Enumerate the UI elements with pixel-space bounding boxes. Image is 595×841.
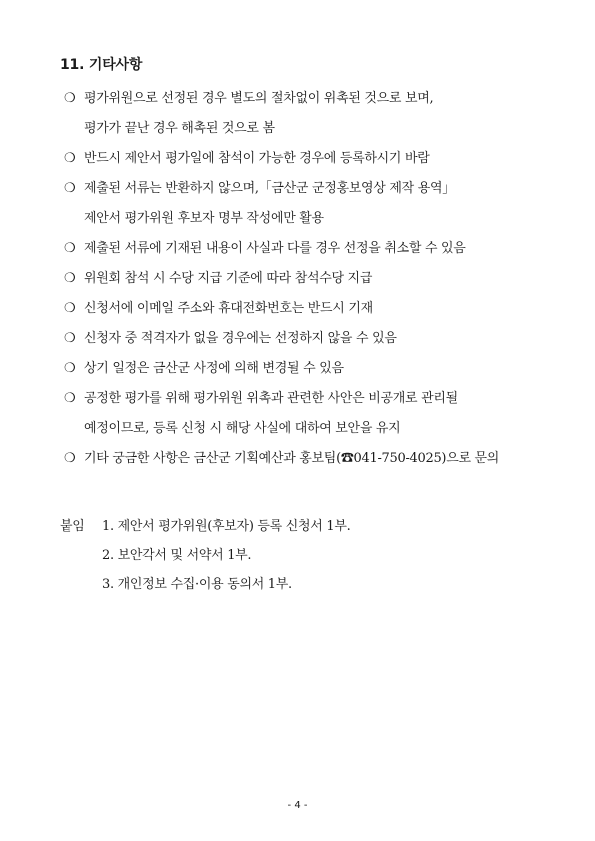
list-item-text: 예정이므로, 등록 신청 시 해당 사실에 대하여 보안을 유지 <box>84 421 401 436</box>
list-item <box>64 354 544 384</box>
circle-bullet-icon: ❍ <box>64 91 76 106</box>
list-item-text: 위원회 참석 시 수당 지급 기준에 따라 참석수당 지급 <box>84 271 373 286</box>
attachment-item: 3. 개인정보 수집·이용 동의서 1부. <box>102 577 292 592</box>
circle-bullet-icon: ❍ <box>64 451 76 466</box>
list-item-text: 평가가 끝난 경우 해촉된 것으로 봄 <box>84 121 275 136</box>
attachment-item: 1. 제안서 평가위원(후보자) 등록 신청서 1부. <box>102 519 351 534</box>
circle-bullet-icon: ❍ <box>64 361 76 376</box>
attachments-label: 붙임 <box>60 519 85 534</box>
list-item-text: 신청서에 이메일 주소와 휴대전화번호는 반드시 기재 <box>84 301 373 316</box>
list-item-text: 기타 궁금한 사항은 금산군 기획예산과 홍보팀(☎041-750-4025)으로 문의 <box>84 451 500 466</box>
attachments-section <box>60 512 351 599</box>
list-item <box>64 324 544 354</box>
notice-list <box>64 84 544 474</box>
list-item-text: 제출된 서류는 반환하지 않으며,「금산군 군정홍보영상 제작 용역」 <box>84 181 455 196</box>
list-item-text: 신청자 중 적격자가 없을 경우에는 선정하지 않을 수 있음 <box>84 331 397 346</box>
attachment-item: 2. 보안각서 및 서약서 1부. <box>102 548 252 563</box>
circle-bullet-icon: ❍ <box>64 391 76 406</box>
list-item <box>64 84 544 144</box>
list-item <box>64 144 544 174</box>
list-item <box>64 174 544 234</box>
list-item <box>64 384 544 444</box>
attachments-list <box>102 512 350 599</box>
list-item <box>64 294 544 324</box>
circle-bullet-icon: ❍ <box>64 181 76 196</box>
list-item <box>64 234 544 264</box>
circle-bullet-icon: ❍ <box>64 271 76 286</box>
page-number: - 4 - <box>287 800 308 811</box>
circle-bullet-icon: ❍ <box>64 241 76 256</box>
list-item-text: 반드시 제안서 평가일에 참석이 가능한 경우에 등록하시기 바람 <box>84 151 430 166</box>
list-item <box>64 444 544 474</box>
list-item-text: 상기 일정은 금산군 사정에 의해 변경될 수 있음 <box>84 361 344 376</box>
list-item-text: 제출된 서류에 기재된 내용이 사실과 다를 경우 선정을 취소할 수 있음 <box>84 241 466 256</box>
list-item <box>64 264 544 294</box>
list-item-text: 평가위원으로 선정된 경우 별도의 절차없이 위촉된 것으로 보며, <box>84 91 434 106</box>
section-title: 11. 기타사항 <box>60 57 143 73</box>
circle-bullet-icon: ❍ <box>64 301 76 316</box>
list-item-text: 공정한 평가를 위해 평가위원 위촉과 관련한 사안은 비공개로 관리될 <box>84 391 458 406</box>
list-item-text: 제안서 평가위원 후보자 명부 작성에만 활용 <box>84 211 324 226</box>
circle-bullet-icon: ❍ <box>64 331 76 346</box>
circle-bullet-icon: ❍ <box>64 151 76 166</box>
